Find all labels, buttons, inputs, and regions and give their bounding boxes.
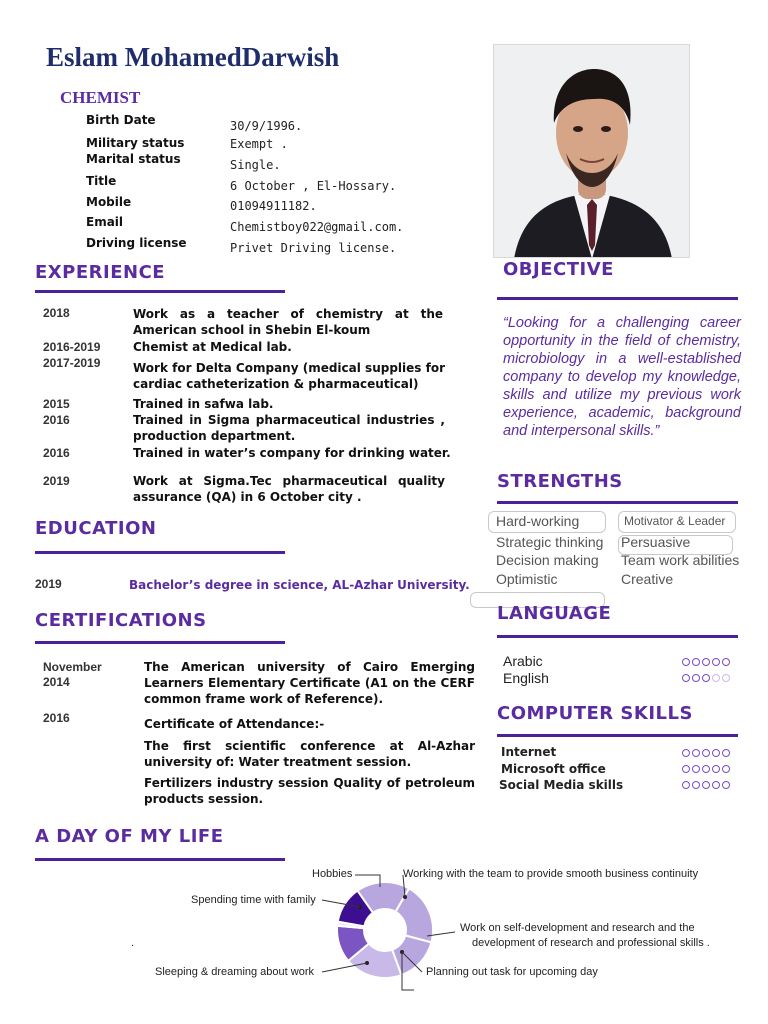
rating-dot-filled: [722, 781, 730, 789]
computer-skill-rating: [682, 749, 730, 757]
computer-skills-heading: COMPUTER SKILLS: [497, 703, 693, 724]
candidate-name: Eslam MohamedDarwish: [46, 42, 340, 72]
experience-description: Trained in Sigma pharmaceutical industries , production department.: [133, 413, 445, 443]
info-birth-date: [86, 113, 486, 133]
language-level-rating: [682, 674, 730, 682]
info-label: Title: [86, 174, 117, 188]
day-label-self-development-2: development of research and professional skills .: [472, 937, 710, 949]
experience-year: 2016-2019: [43, 340, 101, 354]
profile-photo: [493, 44, 690, 258]
rating-dot-filled: [712, 749, 720, 757]
objective-text: “Looking for a challenging career opportunity in the field of chemistry, microbiology in a well-established company to develop my knowledge, skills and utilize my previous work experience, academic, background and interpersonal skills.”: [503, 315, 741, 439]
day-of-life-heading: A DAY OF MY LIFE: [35, 826, 224, 847]
experience-description: Work as a teacher of chemistry at the American school in Shebin El-koum: [133, 307, 443, 337]
rating-dot-filled: [682, 674, 690, 682]
language-level-rating: [682, 658, 730, 666]
day-label-team: Working with the team to provide smooth business continuity: [403, 868, 699, 880]
experience-year: 2015: [43, 397, 70, 411]
info-label: Military status: [86, 136, 185, 150]
info-value: Exempt .: [230, 137, 288, 151]
day-label-planning: Planning out task for upcoming day: [426, 966, 598, 978]
rating-dot-filled: [702, 674, 710, 682]
objective-heading: OBJECTIVE: [503, 259, 614, 280]
computer-skills-rule: [497, 734, 738, 737]
experience-year: 2019: [43, 474, 70, 488]
info-value: 6 October , El-Hossary.: [230, 179, 397, 193]
strengths-heading: STRENGTHS: [497, 471, 623, 492]
rating-dot-filled: [682, 749, 690, 757]
rating-dot-filled: [682, 658, 690, 666]
certification-description: Fertilizers industry session Quality of petroleum products session.: [144, 776, 475, 806]
computer-skill-name: Social Media skills: [499, 778, 624, 792]
rating-dot-empty: [722, 674, 730, 682]
rating-dot-filled: [702, 765, 710, 773]
language-heading: LANGUAGE: [497, 603, 612, 624]
day-label-self-development: Work on self-development and research and the: [460, 922, 695, 934]
rating-dot-filled: [682, 781, 690, 789]
info-value: Chemistboy022@gmail.com.: [230, 220, 404, 234]
certification-description: The American university of Cairo Emerging Learners Elementary Certificate (A1 on the CERF common frame work of Reference).: [144, 660, 475, 706]
rating-dot-filled: [722, 765, 730, 773]
experience-description: Work at Sigma.Tec pharmaceutical quality assurance (QA) in 6 October city .: [133, 474, 445, 504]
rating-dot-filled: [722, 658, 730, 666]
day-label-sleeping: Sleeping & dreaming about work: [155, 966, 314, 978]
info-label: Email: [86, 215, 124, 229]
info-label: Birth Date: [86, 113, 156, 127]
language-name: Arabic: [503, 653, 543, 669]
experience-year: 2017-2019: [43, 356, 101, 370]
rating-dot-filled: [692, 749, 700, 757]
info-title: [86, 174, 486, 194]
job-title: CHEMIST: [60, 88, 141, 107]
rating-dot-filled: [682, 765, 690, 773]
rating-dot-filled: [712, 781, 720, 789]
info-label: Driving license: [86, 236, 187, 250]
experience-year: 2016: [43, 413, 70, 427]
info-marital-status: [86, 152, 486, 172]
experience-description: Work for Delta Company (medical supplies for cardiac catheterization & pharmaceutical): [133, 361, 445, 391]
strength-item: Motivator & Leader: [624, 514, 726, 528]
certification-description: The first scientific conference at Al-Azhar university of: Water treatment session.: [144, 739, 475, 769]
strengths-rule: [497, 501, 738, 504]
rating-dot-filled: [702, 749, 710, 757]
education-heading: EDUCATION: [35, 518, 157, 539]
day-label-dot: .: [131, 937, 135, 949]
info-label: Mobile: [86, 195, 132, 209]
language-rule: [497, 635, 738, 638]
day-label-hobbies: Hobbies: [312, 868, 353, 880]
education-year: 2019: [35, 577, 62, 591]
computer-skill-rating: [682, 781, 730, 789]
experience-year: 2016: [43, 446, 70, 460]
certification-year: November 2014: [43, 660, 102, 689]
strength-item: Team work abilities: [621, 552, 740, 568]
rating-dot-filled: [702, 658, 710, 666]
info-value: 30/9/1996.: [230, 119, 303, 133]
computer-skill-name: Microsoft office: [501, 762, 606, 776]
experience-year: 2018: [43, 306, 70, 320]
education-degree: Bachelor’s degree in science, AL-Azhar University.: [129, 578, 470, 592]
computer-skill-name: Internet: [501, 745, 557, 759]
day-label-family: Spending time with family: [191, 894, 316, 906]
rating-dot-filled: [712, 765, 720, 773]
certification-description: Certificate of Attendance:-: [144, 717, 325, 731]
experience-description: Trained in water’s company for drinking water.: [133, 446, 451, 460]
rating-dot-filled: [692, 674, 700, 682]
info-value: 01094911182.: [230, 199, 317, 213]
rating-dot-filled: [692, 765, 700, 773]
strength-item: Optimistic: [496, 571, 558, 587]
info-label: Marital status: [86, 152, 181, 166]
info-driving-license: [86, 236, 486, 256]
certifications-rule: [35, 641, 285, 644]
strength-item: Decision making: [496, 552, 599, 568]
experience-rule: [35, 290, 285, 293]
experience-description: Trained in safwa lab.: [133, 397, 274, 411]
strength-item: Strategic thinking: [496, 534, 604, 550]
experience-description: Chemist at Medical lab.: [133, 340, 292, 354]
donut-hole: [363, 908, 407, 952]
info-email: [86, 215, 486, 235]
rating-dot-filled: [712, 658, 720, 666]
certifications-heading: CERTIFICATIONS: [35, 610, 207, 631]
rating-dot-empty: [712, 674, 720, 682]
rating-dot-filled: [692, 781, 700, 789]
objective-rule: [497, 297, 738, 300]
info-value: Privet Driving license.: [230, 241, 397, 255]
rating-dot-filled: [692, 658, 700, 666]
info-mobile: [86, 195, 486, 215]
info-value: Single.: [230, 158, 281, 172]
strength-item: Creative: [621, 571, 674, 587]
certification-year: 2016: [43, 711, 70, 725]
experience-heading: EXPERIENCE: [35, 262, 166, 283]
strength-item: Hard-working: [496, 513, 580, 529]
computer-skill-rating: [682, 765, 730, 773]
education-rule: [35, 551, 285, 554]
rating-dot-filled: [722, 749, 730, 757]
rating-dot-filled: [702, 781, 710, 789]
strength-item: Persuasive: [621, 534, 691, 550]
language-name: English: [503, 670, 549, 686]
